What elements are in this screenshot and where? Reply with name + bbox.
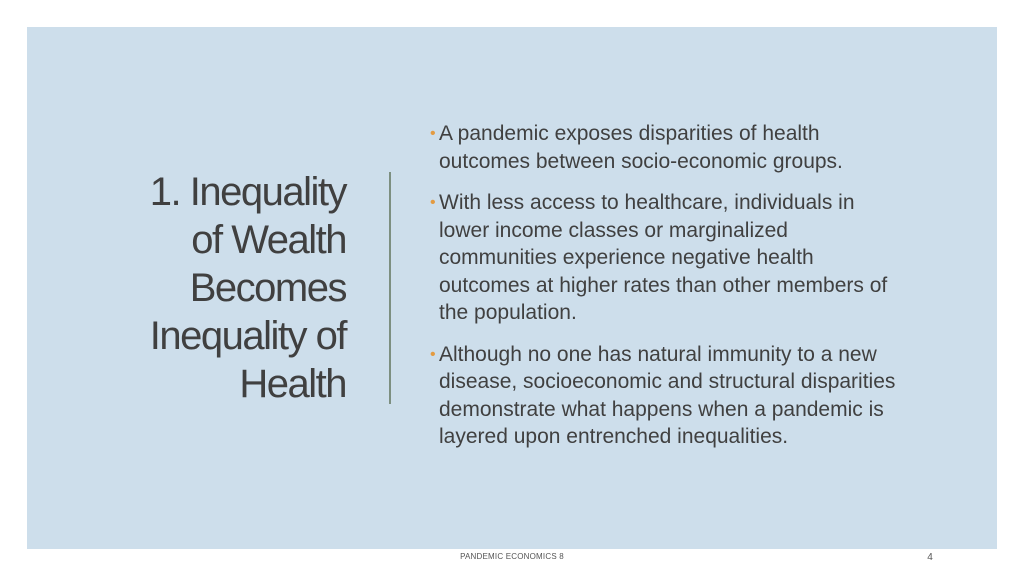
bullet-text-line: disease, socioeconomic and structural disparities [439,370,896,393]
page-number: 4 [927,552,933,563]
bullet-dot-icon: • [430,125,436,142]
bullet-text-line: demonstrate what happens when a pandemic is [439,397,884,421]
bullet-item [430,189,960,327]
bullet-item [430,120,960,175]
slide-footer: PANDEMIC ECONOMICS 8 [460,552,564,561]
title-line: of Wealth [191,218,346,262]
bullet-text-line: outcomes at higher rates than other members of [439,273,888,297]
title-divider [389,172,391,404]
bullet-item [430,341,960,451]
bullet-text-line: A pandemic exposes disparities of health [439,122,820,145]
title-line: 1. Inequality [149,170,346,214]
bullet-list [430,120,960,465]
slide-title [60,168,346,408]
title-line: Health [239,362,346,406]
bullet-text-line: lower income classes or marginalized [439,218,788,242]
bullet-dot-icon: • [430,345,436,363]
bullet-text-line: the population. [439,301,577,324]
title-line: Inequality of [149,314,346,358]
bullet-dot-icon: • [430,194,436,211]
bullet-text-line: With less access to healthcare, individuals in [439,191,855,214]
bullet-text-line: communities experience negative health [439,246,814,269]
bullet-text-line: layered upon entrenched inequalities. [439,425,789,448]
title-line: Becomes [189,266,346,310]
bullet-text-line: outcomes between socio-economic groups. [439,149,843,173]
bullet-text-line: Although no one has natural immunity to a new [439,342,877,366]
